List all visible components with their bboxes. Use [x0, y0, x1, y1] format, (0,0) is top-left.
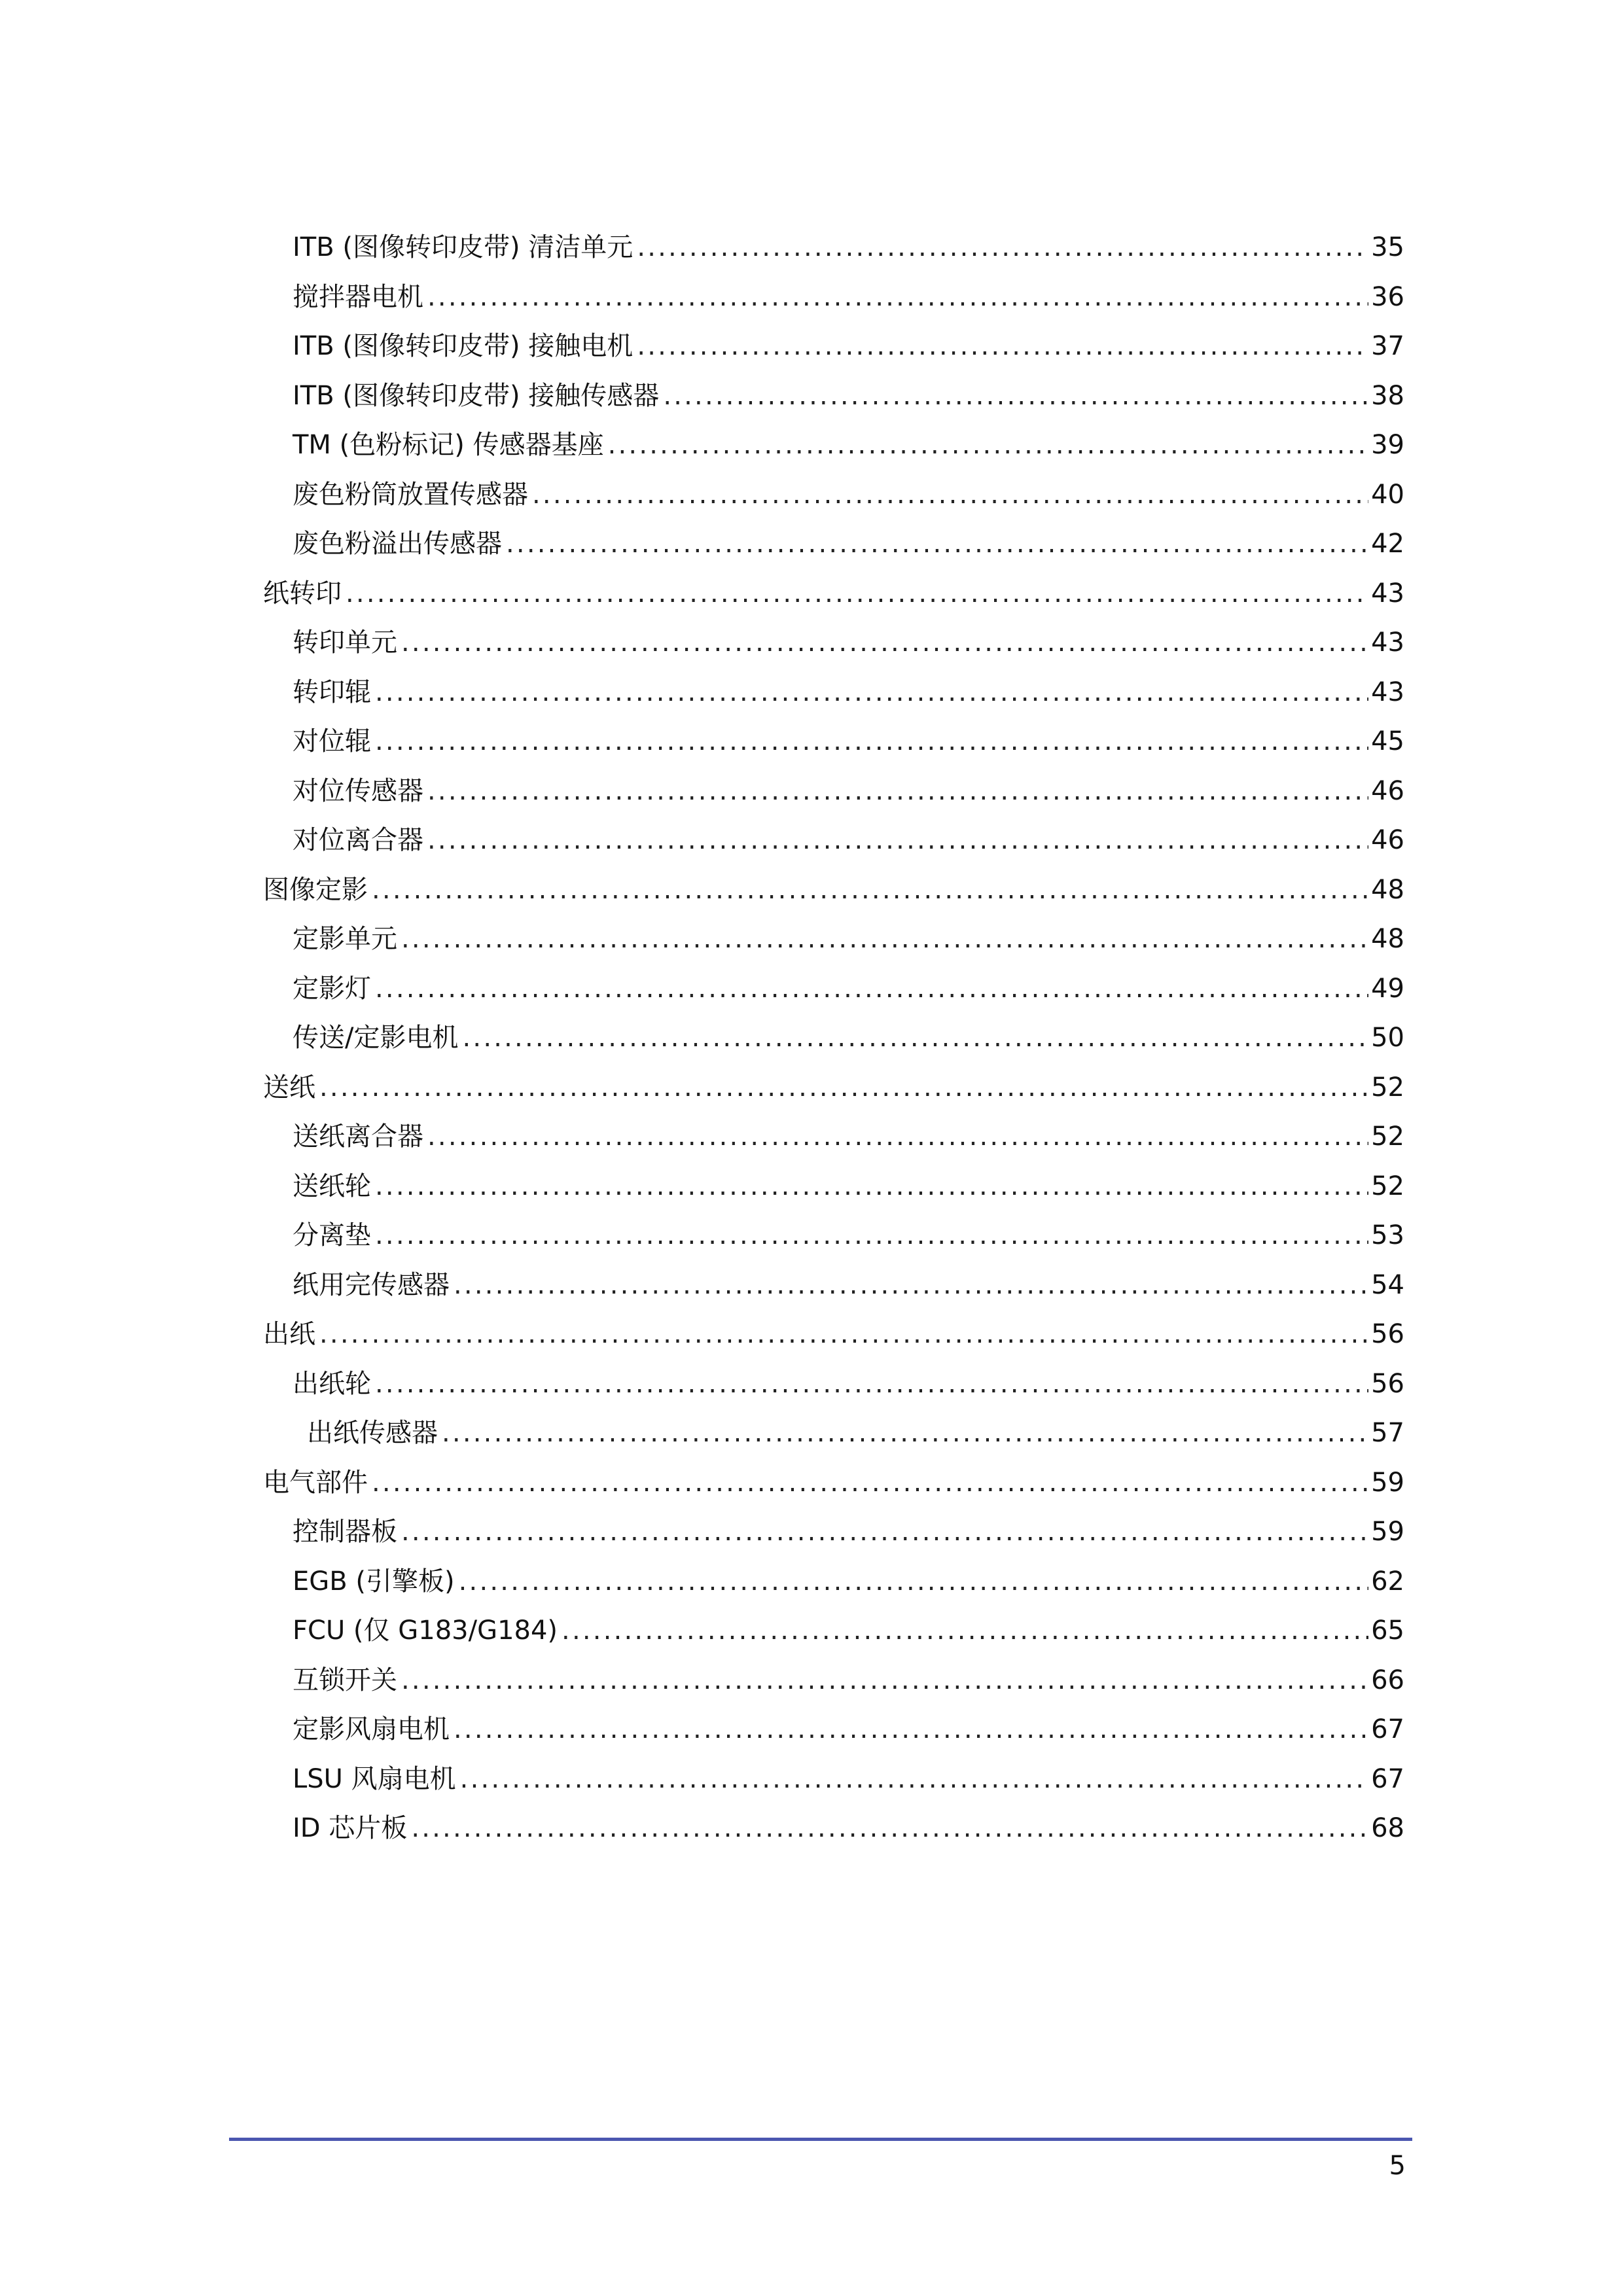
toc-dot-leader — [532, 470, 1368, 520]
toc-entry-page: 59 — [1371, 1517, 1404, 1547]
toc-entry-title: 对位传感器 — [293, 775, 423, 806]
toc-dot-leader — [637, 322, 1368, 372]
toc-entry-title: 图像定影 — [263, 874, 368, 905]
toc-dot-leader — [375, 717, 1368, 767]
toc-entry[interactable] — [263, 1656, 1404, 1706]
toc-entry-title: 电气部件 — [263, 1467, 368, 1498]
toc-entry[interactable] — [263, 520, 1404, 569]
toc-dot-leader — [375, 1211, 1368, 1261]
toc-entry-page: 35 — [1371, 232, 1404, 262]
toc-entry-page: 53 — [1371, 1220, 1404, 1250]
toc-entry-page: 65 — [1371, 1616, 1404, 1646]
toc-entry[interactable] — [263, 964, 1404, 1014]
toc-entry[interactable] — [263, 1458, 1404, 1508]
toc-entry[interactable] — [263, 816, 1404, 866]
toc-entry-title: ITB (图像转印皮带) 接触电机 — [293, 331, 633, 361]
toc-dot-leader — [401, 915, 1368, 964]
toc-entry[interactable] — [263, 569, 1404, 619]
toc-entry-title: 分离垫 — [293, 1220, 371, 1250]
toc-entry-page: 56 — [1371, 1319, 1404, 1349]
toc-entry-page: 59 — [1371, 1467, 1404, 1498]
toc-entry-title: ITB (图像转印皮带) 接触传感器 — [293, 380, 660, 411]
toc-entry-title: 送纸 — [263, 1072, 315, 1103]
toc-entry-title: LSU 风扇电机 — [293, 1763, 456, 1794]
toc-entry[interactable] — [263, 1557, 1404, 1607]
toc-dot-leader — [427, 767, 1368, 817]
toc-entry-title: 废色粉溢出传感器 — [293, 529, 502, 559]
toc-dot-leader — [663, 372, 1368, 421]
toc-entry[interactable] — [263, 322, 1404, 372]
toc-entry-page: 54 — [1371, 1269, 1404, 1300]
toc-entry-title: 对位辊 — [293, 726, 371, 756]
toc-entry-title: 传送/定影电机 — [293, 1023, 459, 1053]
toc-entry-title: 出纸轮 — [293, 1368, 371, 1399]
toc-entry-title: 转印辊 — [293, 677, 371, 707]
toc-dot-leader — [442, 1409, 1368, 1458]
toc-entry[interactable] — [263, 668, 1404, 718]
toc-entry-title: FCU (仅 G183/G184) — [293, 1616, 558, 1646]
toc-entry-page: 46 — [1371, 825, 1404, 855]
toc-dot-leader — [375, 1360, 1368, 1409]
toc-entry-title: 送纸离合器 — [293, 1122, 423, 1152]
toc-entry[interactable] — [263, 1261, 1404, 1311]
toc-entry-page: 48 — [1371, 874, 1404, 905]
toc-entry-page: 62 — [1371, 1566, 1404, 1597]
toc-entry-page: 52 — [1371, 1122, 1404, 1152]
toc-dot-leader — [346, 569, 1368, 619]
toc-entry-page: 40 — [1371, 479, 1404, 510]
toc-dot-leader — [454, 1705, 1368, 1755]
toc-entry-page: 67 — [1371, 1714, 1404, 1744]
toc-entry-title: 定影单元 — [293, 924, 397, 954]
toc-dot-leader — [427, 1112, 1368, 1162]
toc-entry[interactable] — [263, 618, 1404, 668]
toc-entry[interactable] — [263, 1508, 1404, 1557]
toc-entry-title: 纸用完传感器 — [293, 1269, 450, 1300]
toc-dot-leader — [460, 1755, 1368, 1805]
toc-entry-page: 43 — [1371, 627, 1404, 658]
toc-dot-leader — [562, 1606, 1368, 1656]
toc-dot-leader — [375, 668, 1368, 718]
toc-entry[interactable] — [263, 717, 1404, 767]
toc-entry-page: 52 — [1371, 1072, 1404, 1103]
toc-dot-leader — [375, 964, 1368, 1014]
toc-entry[interactable] — [263, 1705, 1404, 1755]
toc-entry-title: 定影灯 — [293, 973, 371, 1004]
toc-entry-page: 66 — [1371, 1665, 1404, 1695]
toc-entry-title: 废色粉筒放置传感器 — [293, 479, 528, 510]
toc-entry-page: 45 — [1371, 726, 1404, 756]
toc-entry-page: 42 — [1371, 529, 1404, 559]
toc-entry[interactable] — [263, 1606, 1404, 1656]
toc-dot-leader — [401, 1508, 1368, 1557]
toc-entry-title: 送纸轮 — [293, 1171, 371, 1201]
toc-entry-title: 转印单元 — [293, 627, 397, 658]
toc-entry[interactable] — [263, 273, 1404, 323]
toc-entry[interactable] — [263, 915, 1404, 964]
toc-entry[interactable] — [263, 1112, 1404, 1162]
toc-entry-page: 57 — [1371, 1418, 1404, 1448]
footer-rule — [229, 2138, 1412, 2141]
toc-entry-page: 38 — [1371, 380, 1404, 411]
toc-entry-page: 39 — [1371, 430, 1404, 460]
toc-entry-page: 36 — [1371, 281, 1404, 312]
toc-dot-leader — [319, 1063, 1368, 1113]
toc-entry[interactable] — [263, 223, 1404, 273]
toc-entry-title: 纸转印 — [263, 578, 342, 609]
toc-dot-leader — [608, 421, 1369, 470]
toc-entry-page: 43 — [1371, 578, 1404, 609]
toc-dot-leader — [411, 1804, 1368, 1854]
toc-entry-title: 互锁开关 — [293, 1665, 397, 1695]
toc-entry[interactable] — [263, 1211, 1404, 1261]
toc-entry-page: 46 — [1371, 775, 1404, 806]
toc-dot-leader — [427, 273, 1368, 323]
toc-entry[interactable] — [263, 1162, 1404, 1212]
toc-entry-page: 67 — [1371, 1763, 1404, 1794]
toc-entry-page: 56 — [1371, 1368, 1404, 1399]
toc-entry-title: 对位离合器 — [293, 825, 423, 855]
toc-entry-title: EGB (引擎板) — [293, 1566, 455, 1597]
toc-dot-leader — [427, 816, 1368, 866]
toc-entry-page: 37 — [1371, 331, 1404, 361]
toc-entry[interactable] — [263, 1310, 1404, 1360]
toc-entry-title: TM (色粉标记) 传感器基座 — [293, 430, 604, 460]
page-number: 5 — [1389, 2151, 1406, 2181]
toc-dot-leader — [372, 1458, 1368, 1508]
toc-entry-title: 出纸 — [263, 1319, 315, 1349]
toc-dot-leader — [637, 223, 1368, 273]
toc-entry[interactable] — [263, 866, 1404, 915]
toc-entry-page: 68 — [1371, 1813, 1404, 1843]
toc-entry[interactable] — [263, 767, 1404, 817]
toc-entry[interactable] — [263, 421, 1404, 470]
toc-dot-leader — [401, 1656, 1368, 1706]
toc-dot-leader — [319, 1310, 1368, 1360]
table-of-contents — [263, 223, 1404, 1854]
toc-entry-title: 出纸传感器 — [307, 1418, 438, 1448]
toc-entry[interactable] — [263, 372, 1404, 421]
toc-entry-page: 50 — [1371, 1023, 1404, 1053]
toc-entry-title: ITB (图像转印皮带) 清洁单元 — [293, 232, 633, 262]
toc-entry-page: 43 — [1371, 677, 1404, 707]
toc-entry[interactable] — [263, 1014, 1404, 1063]
toc-entry-title: ID 芯片板 — [293, 1813, 408, 1843]
toc-entry-title: 定影风扇电机 — [293, 1714, 450, 1744]
toc-dot-leader — [372, 866, 1368, 915]
toc-entry-page: 52 — [1371, 1171, 1404, 1201]
toc-entry-title: 控制器板 — [293, 1517, 397, 1547]
toc-entry[interactable] — [263, 470, 1404, 520]
toc-entry[interactable] — [263, 1063, 1404, 1113]
toc-entry[interactable] — [263, 1804, 1404, 1854]
toc-dot-leader — [375, 1162, 1368, 1212]
toc-entry-page: 49 — [1371, 973, 1404, 1004]
toc-entry[interactable] — [263, 1755, 1404, 1805]
toc-dot-leader — [454, 1261, 1368, 1311]
toc-entry[interactable] — [263, 1360, 1404, 1409]
toc-dot-leader — [506, 520, 1368, 569]
toc-dot-leader — [459, 1557, 1368, 1607]
toc-dot-leader — [462, 1014, 1368, 1063]
toc-dot-leader — [401, 618, 1368, 668]
toc-entry-page: 48 — [1371, 924, 1404, 954]
toc-entry-title: 搅拌器电机 — [293, 281, 423, 312]
toc-entry[interactable] — [263, 1409, 1404, 1458]
